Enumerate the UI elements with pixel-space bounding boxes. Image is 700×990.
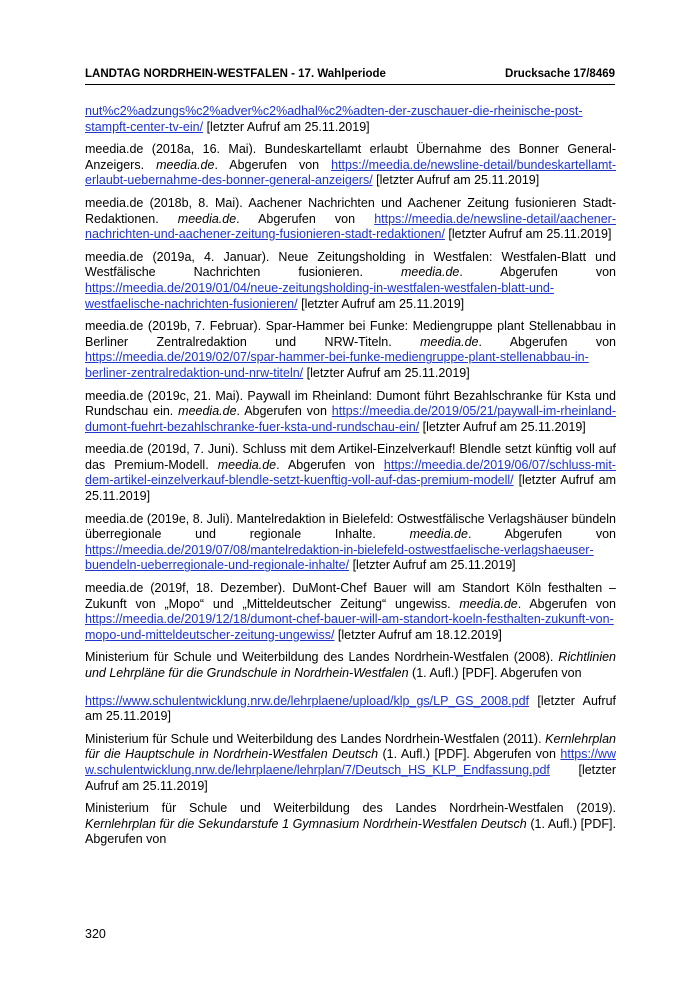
page-header: [85, 68, 615, 85]
reference-source: meedia.de: [156, 157, 215, 172]
reference-text: Ministerium für Schule und Weiterbildung des Landes Nordrhein-Westfalen (2011).: [85, 731, 546, 746]
reference-retrieved: . Abgerufen von: [236, 404, 332, 419]
reference-text: meedia.de (2019f, 18. Dezember). DuMont-Chef Bauer will am Standort Köln festhalten – Zukunft von „Mopo“ und „Mitteldeutscher Zeitung“ ungewiss.: [85, 581, 616, 611]
reference-source: meedia.de: [459, 596, 518, 611]
page-number: 320: [85, 927, 106, 941]
reference-accessed: [letzter Aufruf am 25.11.2019]: [444, 227, 612, 242]
reference-accessed: [letzter Aufruf am 25.11.2019]: [349, 558, 516, 573]
reference-accessed: [letzter Aufruf am 25.11.2019]: [372, 173, 540, 188]
reference-entry: [85, 650, 616, 724]
reference-retrieved: . Abgerufen von: [214, 157, 332, 172]
reference-entry: [85, 512, 616, 574]
reference-link[interactable]: https://www.schulentwicklung.nrw.de/lehrplaene/lehrplan/7/Deutsch_HS_KLP_Endfassung.pdf: [85, 747, 616, 777]
reference-accessed: [letzter Aufruf am 25.11.2019]: [85, 473, 616, 504]
reference-source: meedia.de: [400, 265, 460, 280]
spacer: [85, 682, 616, 694]
reference-retrieved: . Abgerufen von: [236, 211, 375, 226]
reference-text: meedia.de (2018b, 8. Mai). Aachener Nachrichten und Aachener Zeitung fusionieren Stadt-Redaktionen.: [85, 195, 616, 226]
reference-link[interactable]: https://meedia.de/newsline-detail/aachener-nachrichten-und-aachener-zeitung-fusionieren-stadt-redaktionen/: [85, 211, 616, 242]
reference-text: meedia.de (2019a, 4. Januar). Neue Zeitungsholding in Westfalen: Westfalen-Blatt und Westfälische Nachrichten fusionieren.: [85, 249, 616, 280]
reference-retrieved: . Abgerufen von: [478, 334, 616, 349]
reference-retrieved: (1. Aufl.) [PDF]. Abgerufen von: [85, 816, 616, 847]
reference-text: meedia.de (2018a, 16. Mai). Bundeskartellamt erlaubt Übernahme des Bonner General-Anzeigers.: [85, 142, 616, 172]
reference-source: meedia.de: [177, 211, 237, 226]
reference-accessed: [letzter Aufruf am 25.11.2019]: [297, 296, 465, 311]
reference-entry: [85, 142, 616, 189]
reference-entry: [85, 250, 616, 312]
reference-link[interactable]: https://meedia.de/2019/02/07/spar-hammer-bei-funke-mediengruppe-plant-stellenabbau-in-berliner-zentralredaktion-und-nrw-titeln/: [85, 350, 589, 380]
reference-entry: [85, 319, 616, 381]
reference-text: Ministerium für Schule und Weiterbildung des Landes Nordrhein-Westfalen (2019).: [85, 801, 616, 816]
reference-retrieved: (1. Aufl.) [PDF]. Abgerufen von: [408, 666, 582, 680]
reference-entry: [85, 389, 616, 436]
reference-link[interactable]: nut%c2%adzungs%c2%adver%c2%adhal%c2%adten-der-zuschauer-die-rheinische-post-stampft-center-tv-ein/: [85, 104, 583, 134]
reference-list: [85, 104, 616, 855]
reference-retrieved: (1. Aufl.) [PDF]. Abgerufen von: [378, 747, 561, 762]
reference-accessed: [letzter Aufruf am 25.11.2019]: [303, 365, 470, 380]
reference-source: meedia.de: [409, 527, 468, 542]
reference-link[interactable]: https://meedia.de/newsline-detail/bundeskartellamt-erlaubt-uebernahme-des-bonner-general-anzeigers/: [85, 157, 617, 188]
reference-accessed: [letzter Aufruf am 18.12.2019]: [334, 627, 502, 642]
reference-accessed: [letzter Aufruf am 25.11.2019]: [85, 693, 616, 724]
reference-link[interactable]: https://www.schulentwicklung.nrw.de/lehrplaene/upload/klp_gs/LP_GS_2008.pdf: [85, 693, 530, 708]
reference-title: Kernlehrplan für die Hauptschule in Nordrhein-Westfalen Deutsch: [85, 731, 616, 762]
reference-entry: [85, 442, 616, 504]
reference-entry: [85, 732, 616, 794]
reference-text: Ministerium für Schule und Weiterbildung des Landes Nordrhein-Westfalen (2008).: [85, 650, 559, 665]
reference-retrieved: . Abgerufen von: [467, 527, 616, 542]
reference-entry: [85, 581, 616, 643]
reference-retrieved: . Abgerufen von: [276, 457, 384, 472]
reference-source: meedia.de: [217, 457, 277, 472]
reference-accessed: [letzter Aufruf am 25.11.2019]: [419, 419, 586, 434]
reference-text: meedia.de (2019c, 21. Mai). Paywall im Rheinland: Dumont führt Bezahlschranke für Ksta und Rundschau ein.: [85, 388, 616, 419]
reference-title: Kernlehrplan für die Sekundarstufe 1 Gymnasium Nordrhein-Westfalen Deutsch: [85, 816, 527, 831]
reference-title: Richtlinien und Lehrpläne für die Grundschule in Nordrhein-Westfalen: [85, 650, 616, 680]
reference-text: meedia.de (2019d, 7. Juni). Schluss mit dem Artikel-Einzelverkauf! Blendle setzt künftig voll auf das Premium-Modell.: [85, 442, 616, 472]
header-doc-number: Drucksache 17/8469: [505, 68, 615, 80]
header-title: LANDTAG NORDRHEIN-WESTFALEN - 17. Wahlperiode: [85, 68, 386, 80]
reference-link[interactable]: https://meedia.de/2019/12/18/dumont-chef-bauer-will-am-standort-koeln-festhalten-zukunft-von-mopo-und-mitteldeutscher-zeitung-ungewiss/: [85, 612, 614, 642]
reference-accessed: [letzter Aufruf am 25.11.2019]: [85, 762, 616, 793]
reference-text: meedia.de (2019b, 7. Februar). Spar-Hammer bei Funke: Mediengruppe plant Stellenabbau in Berliner Zentralredaktion und NRW-Titeln.: [85, 319, 616, 349]
reference-text: meedia.de (2019e, 8. Juli). Mantelredaktion in Bielefeld: Ostwestfälische Verlagshäuser bündeln überregionale und regionale Inhalte.: [85, 511, 616, 542]
reference-retrieved: . Abgerufen von: [459, 265, 616, 280]
reference-source: meedia.de: [178, 404, 237, 419]
reference-retrieved: . Abgerufen von: [517, 596, 616, 611]
reference-link[interactable]: https://meedia.de/2019/07/08/mantelredaktion-in-bielefeld-ostwestfaelische-verlagshaeuser-buendeln-ueberregionale-und-regionale-inhalte/: [85, 542, 594, 573]
reference-entry: [85, 801, 616, 848]
reference-source: meedia.de: [420, 334, 479, 349]
reference-link[interactable]: https://meedia.de/2019/05/21/paywall-im-rheinland-dumont-fuehrt-bezahlschranke-fuer-ksta-und-rundschau-ein/: [85, 404, 616, 434]
reference-link[interactable]: https://meedia.de/2019/06/07/schluss-mit-dem-artikel-einzelverkauf-blendle-setzt-kuenftig-voll-auf-das-premium-modell/: [85, 457, 616, 488]
reference-entry: [85, 196, 616, 243]
reference-accessed: [letzter Aufruf am 25.11.2019]: [203, 119, 370, 134]
reference-entry: [85, 104, 616, 135]
reference-link[interactable]: https://meedia.de/2019/01/04/neue-zeitungsholding-in-westfalen-westfalen-blatt-und-westfaelische-nachrichten-fusionieren/: [85, 280, 555, 311]
